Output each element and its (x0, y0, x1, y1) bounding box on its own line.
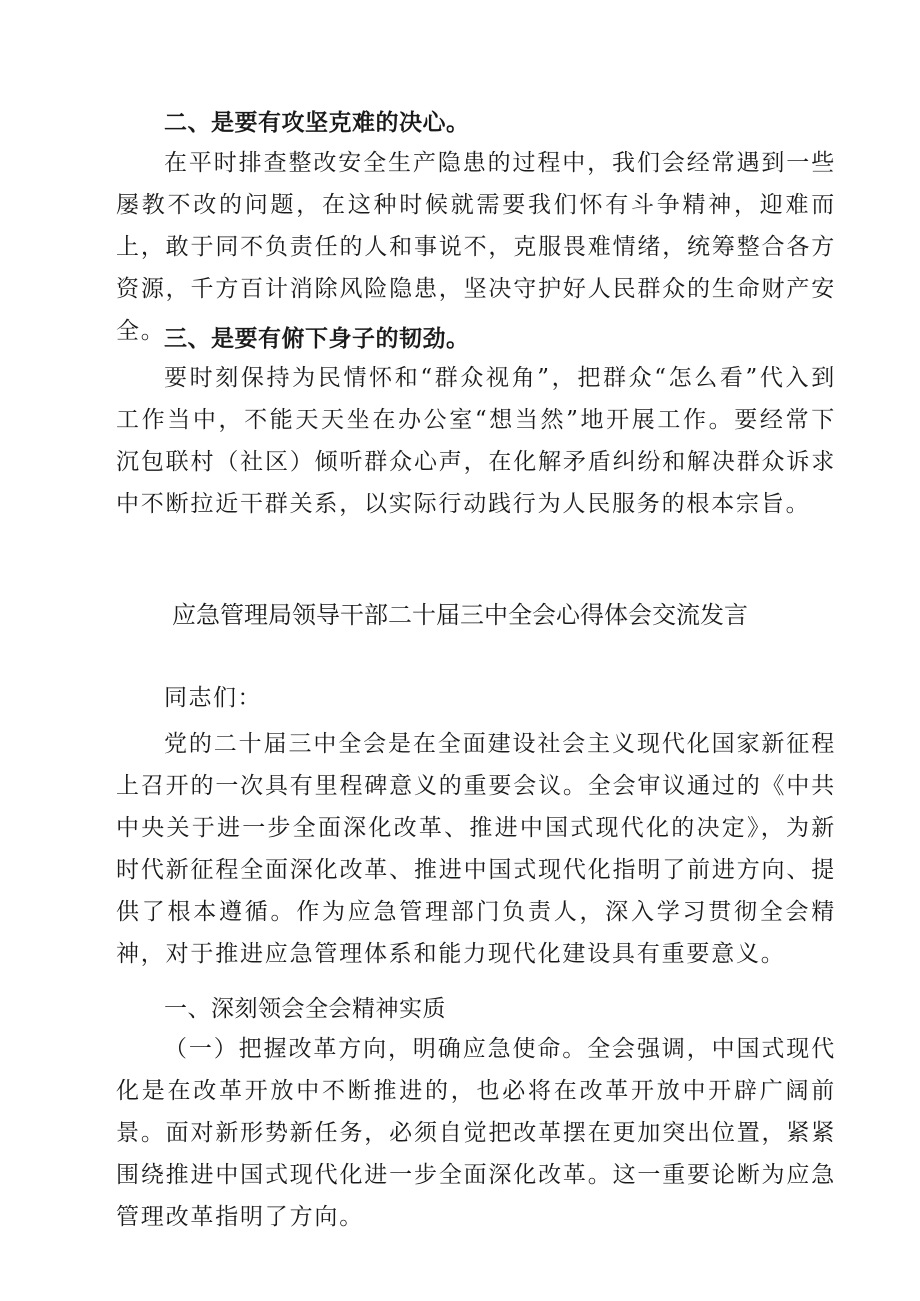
intro-paragraph: 党的二十届三中全会是在全面建设社会主义现代化国家新征程上召开的一次具有里程碑意义的重要会议。全会审议通过的《中共中央关于进一步全面深化改革、推进中国式现代化的决定》，为新时代新征程全面深化改革、推进中国式现代化指明了前进方向、提供了根本遵循。作为应急管理部门负责人，深入学习贯彻全会精神，对于推进应急管理体系和能力现代化建设具有重要意义。 (116, 731, 836, 967)
subsection-one-paragraph: （一）把握改革方向，明确应急使命。全会强调，中国式现代化是在改革开放中不断推进的，也必将在改革开放中开辟广阔前景。面对新形势新任务，必须自觉把改革摆在更加突出位置，紧紧围绕推进中国式现代化进一步全面深化改革。这一重要论断为应急管理改革指明了方向。 (116, 1036, 836, 1230)
section-three-heading: 三、是要有俯下身子的韧劲。 (164, 326, 470, 352)
article-title: 应急管理局领导干部二十届三中全会心得体会交流发言 (172, 601, 748, 629)
section-three-body: 要时刻保持为民情怀和“群众视角”，把群众“怎么看”代入到工作当中，不能天天坐在办公室“想当然”地开展工作。要经常下沉包联村（社区）倾听群众心声，在化解矛盾纠纷和解决群众诉求中不断拉近干群关系，以实际行动践行为人民服务的根本宗旨。 (116, 365, 836, 517)
section-one-heading: 一、深刻领会全会精神实质 (164, 996, 446, 1022)
section-two-body: 在平时排查整改安全生产隐患的过程中，我们会经常遇到一些屡教不改的问题，在这种时候就需要我们怀有斗争精神，迎难而上，敢于同不负责任的人和事说不，克服畏难情绪，统筹整合各方资源，千方百计消除风险隐患，坚决守护好人民群众的生命财产安全。 (116, 150, 836, 344)
section-two-heading: 二、是要有攻坚克难的决心。 (164, 110, 470, 136)
salutation: 同志们： (164, 685, 262, 711)
